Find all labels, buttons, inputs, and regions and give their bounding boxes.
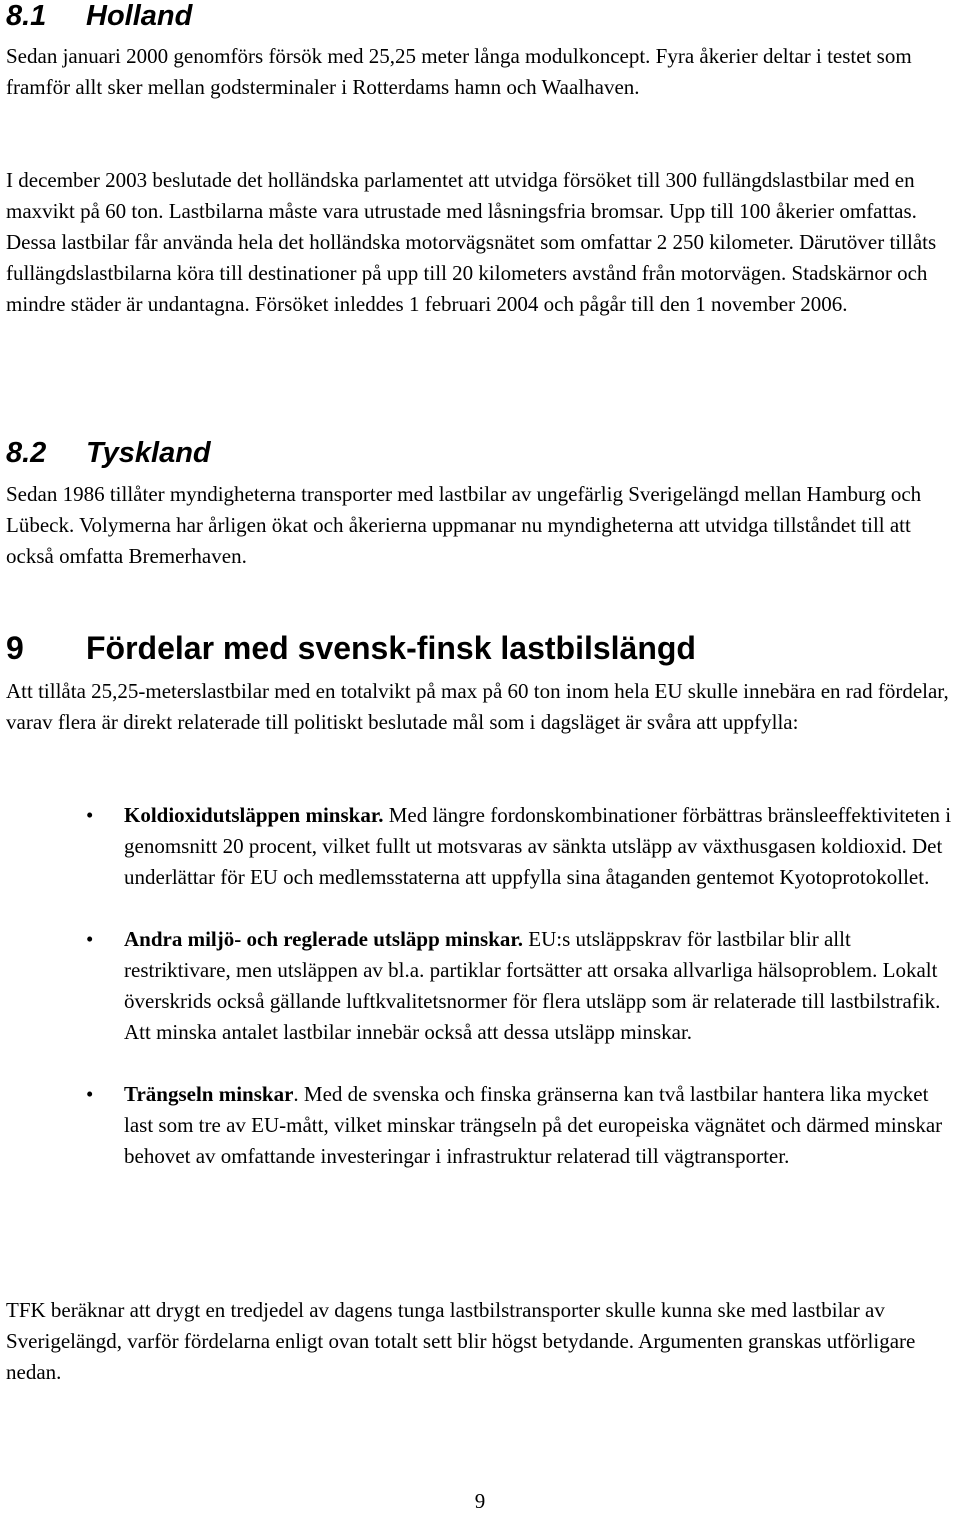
bullet-lead: Koldioxidutsläppen minskar. bbox=[124, 803, 384, 827]
list-item bbox=[0, 924, 954, 1048]
paragraph-holland-2: I december 2003 beslutade det holländska parlamentet att utvidga försöket till 300 fullängdslastbilar med en maxvikt på 60 ton. Lastbilarna måste vara utrustade med låsningsfria bromsar. Upp till 100 åkerier omfattas. Dessa lastbilar får använda hela det holländska motorvägsnätet som omfattar 2 250 kilometer. Därutöver tillåts fullängdslastbilarna köra till destinationer på upp till 20 kilometers avstånd från motorvägen. Stadskärnor och mindre städer är undantagna. Försöket inleddes 1 februari 2004 och pågår till den 1 november 2006. bbox=[6, 168, 937, 316]
benefits-list bbox=[0, 800, 960, 1172]
bullet-lead: Trängseln minskar bbox=[124, 1082, 294, 1106]
paragraph-holland-1: Sedan januari 2000 genomförs försök med 25,25 meter långa modulkoncept. Fyra åkerier deltar i testet som framför allt sker mellan godsterminaler i Rotterdams hamn och Waalhaven. bbox=[6, 44, 912, 99]
list-item bbox=[0, 1079, 954, 1172]
paragraph-fordelar-intro: Att tillåta 25,25-meterslastbilar med en totalvikt på max på 60 ton inom hela EU skulle innebära en rad fördelar, varav flera är direkt relaterade till politiskt beslutade mål som i dagsläget är svåra att uppfylla: bbox=[6, 679, 949, 734]
paragraph-conclusion: TFK beräknar att drygt en tredjedel av dagens tunga lastbilstransporter skulle kunna ske med lastbilar av Sverigelängd, varför fördelarna enligt ovan totalt sett blir högst betydande. Argumenten granskas utförligare nedan. bbox=[6, 1298, 916, 1384]
section-number: 8.2 bbox=[6, 437, 47, 469]
bullet-text: Med längre fordonskombinationer förbättras bränsleeffektiviteten i genomsnitt 20 procent, vilket fullt ut motsvaras av sänkta utsläpp av växthusgasen koldioxid. Det underlättar för EU och medlemsstaterna att uppfylla sina åtaganden gentemot Kyotoprotokollet. bbox=[124, 803, 952, 889]
section-title: Tyskland bbox=[86, 437, 211, 469]
heading-holland bbox=[6, 0, 192, 32]
bullet-text: EU:s utsläppskrav för lastbilar blir allt restriktivare, men utsläppen av bl.a. partiklar fortsätter att orsaka allvarliga hälsoproblem. Lokalt överskrids också gällande luftkvalitetsnormer för flera utsläpp som är relaterade till lastbilstrafik. Att minska antalet lastbilar innebär också att dessa utsläpp minskar. bbox=[124, 927, 941, 1044]
heading-fordelar bbox=[6, 630, 696, 666]
paragraph-tyskland: Sedan 1986 tillåter myndigheterna transporter med lastbilar av ungefärlig Sverigelängd mellan Hamburg och Lübeck. Volymerna har årligen ökat och åkerierna uppmanar nu myndigheterna att utvidga tillståndet till att också omfatta Bremerhaven. bbox=[6, 482, 922, 568]
section-title: Holland bbox=[86, 0, 193, 32]
bullet-icon: • bbox=[86, 803, 94, 827]
bullet-icon: • bbox=[86, 927, 94, 951]
page-number: 9 bbox=[474, 1489, 486, 1513]
section-number: 8.1 bbox=[6, 0, 47, 32]
section-title: Fördelar med svensk-finsk lastbilslängd bbox=[86, 630, 696, 666]
heading-tyskland bbox=[6, 437, 211, 469]
bullet-text: . Med de svenska och finska gränserna kan två lastbilar hantera lika mycket last som tre av EU-mått, vilket minskar trängseln på det europeiska vägnätet och därmed minskar behovet av omfattande investeringar i infrastruktur relaterad till vägtransporter. bbox=[124, 1082, 943, 1168]
bullet-icon: • bbox=[86, 1082, 94, 1106]
section-number: 9 bbox=[6, 630, 24, 666]
list-item bbox=[0, 800, 954, 893]
bullet-lead: Andra miljö- och reglerade utsläpp minskar. bbox=[124, 927, 524, 951]
